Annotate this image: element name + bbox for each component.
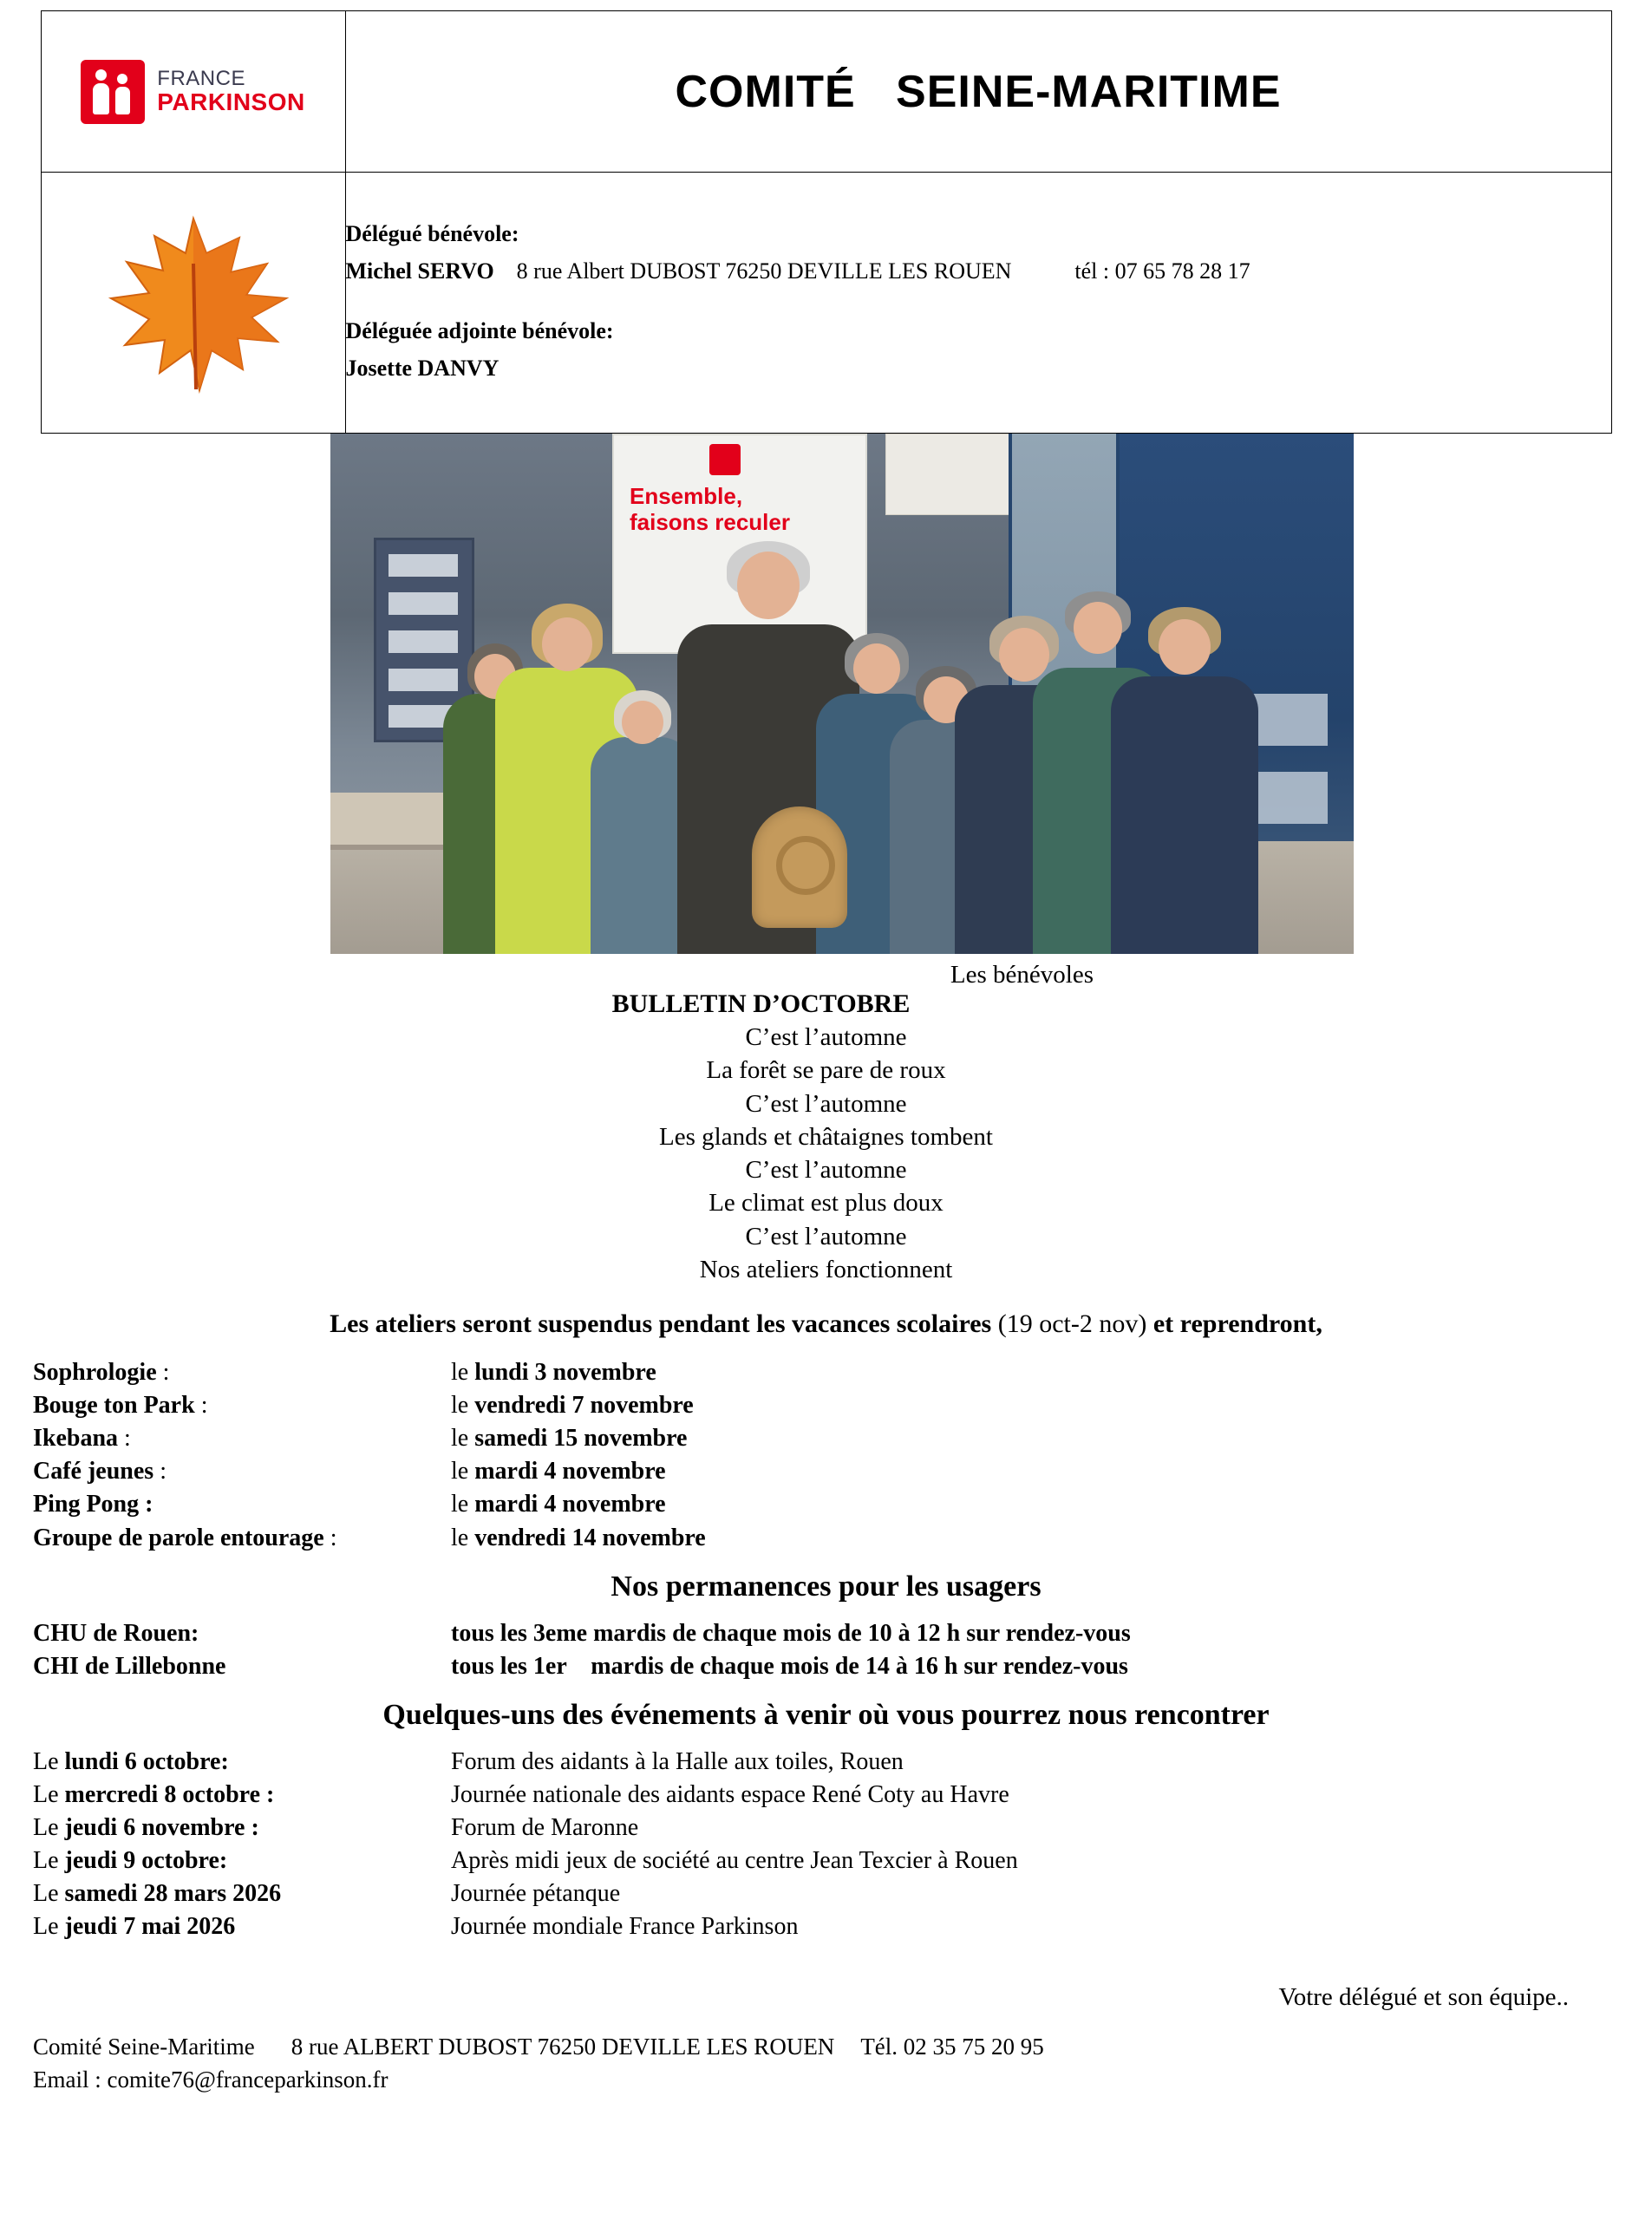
workshop-date: le vendredi 7 novembre [451, 1392, 694, 1420]
workshop-date-text: samedi 15 novembre [474, 1425, 688, 1453]
event-description: Journée nationale des aidants espace René Coty au Havre [451, 1780, 1009, 1808]
permanence-value: tous les 3eme mardis de chaque mois de 10 à 12 h sur rendez-vous [451, 1619, 1131, 1647]
photo-caption: Les bénévoles [950, 961, 1094, 989]
workshop-label: Bouge ton Park : [33, 1392, 208, 1420]
workshops-intro-part3: et reprendront, [1146, 1309, 1322, 1339]
permanences-title: Nos permanences pour les usagers [611, 1570, 1041, 1603]
workshop-row [33, 1488, 1619, 1521]
poem-line: C’est l’automne [745, 1089, 907, 1118]
logo-cell [41, 11, 345, 173]
event-date-text: mercredi 8 octobre : [64, 1780, 275, 1808]
event-date: Le mercredi 8 octobre : [33, 1780, 275, 1808]
event-date: Le jeudi 6 novembre : [33, 1813, 259, 1841]
workshop-row [33, 1422, 1619, 1455]
workshop-row [33, 1389, 1619, 1422]
deputy-name: Josette DANVY [345, 356, 500, 381]
event-row [33, 1812, 1619, 1845]
logo-line-1: FRANCE [157, 67, 245, 91]
event-description: Après midi jeux de société au centre Jean Texcier à Rouen [451, 1846, 1018, 1874]
event-row [33, 1845, 1619, 1877]
event-date: Le jeudi 9 octobre: [33, 1846, 228, 1874]
workshop-label: Groupe de parole entourage : [33, 1524, 337, 1551]
france-parkinson-mark-icon [81, 60, 145, 124]
photo-block [330, 434, 1354, 989]
event-description: Forum des aidants à la Halle aux toiles, Rouen [451, 1747, 904, 1775]
workshops-intro-dates: (19 oct-2 nov) [997, 1309, 1147, 1339]
workshops-intro-part2: es ateliers seront suspendus pendant les vacances scolaires [347, 1309, 998, 1339]
photo-bg-poster: Ensemble, faisons reculer [612, 434, 867, 654]
workshops-intro-part1: L [330, 1309, 348, 1339]
maple-leaf-icon [85, 212, 302, 394]
delegate-name: Michel SERVO [345, 258, 494, 284]
workshop-date: le lundi 3 novembre [451, 1359, 656, 1387]
workshops-intro [33, 1307, 1619, 1341]
workshop-date: le vendredi 14 novembre [451, 1524, 706, 1551]
group-photo-volunteers [330, 434, 1354, 954]
event-date-text: lundi 6 octobre: [64, 1747, 229, 1775]
workshop-date: le samedi 15 novembre [451, 1425, 688, 1453]
workshop-row [33, 1522, 1619, 1555]
footer-address: 8 rue ALBERT DUBOST 76250 DEVILLE LES ROUEN [291, 2034, 835, 2060]
workshop-date-text: vendredi 14 novembre [474, 1524, 706, 1551]
event-date: Le jeudi 7 mai 2026 [33, 1913, 236, 1941]
permanence-value: tous les 1er mardis de chaque mois de 14 à 16 h sur rendez-vous [451, 1652, 1128, 1680]
workshop-date: le mardi 4 novembre [451, 1458, 666, 1485]
event-date: Le samedi 28 mars 2026 [33, 1880, 282, 1908]
france-parkinson-logo [42, 60, 345, 124]
header-table [41, 10, 1612, 434]
photo-trophy [752, 806, 847, 928]
footer-phone: Tél. 02 35 75 20 95 [860, 2034, 1044, 2060]
footer-committee: Comité Seine-Maritime [33, 2034, 255, 2060]
bulletin-poem [33, 1021, 1619, 1286]
workshop-date-text: mardi 4 novembre [474, 1491, 666, 1518]
poem-line: Le climat est plus doux [708, 1189, 944, 1218]
event-date-text: jeudi 6 novembre : [64, 1813, 259, 1841]
delegate-role: Délégué bénévole: [345, 221, 519, 246]
workshop-date-text: mardi 4 novembre [474, 1458, 666, 1485]
event-date-text: samedi 28 mars 2026 [64, 1880, 282, 1908]
logo-line-2: PARKINSON [157, 88, 305, 116]
workshop-label: Sophrologie : [33, 1359, 170, 1387]
event-row [33, 1779, 1619, 1812]
workshop-label: Ping Pong : [33, 1491, 153, 1518]
workshop-date-text: vendredi 7 novembre [474, 1392, 694, 1420]
event-row [33, 1877, 1619, 1910]
page-title: COMITÉ SEINE-MARITIME [675, 66, 1282, 117]
workshop-row [33, 1356, 1619, 1389]
leaf-cell [41, 173, 345, 434]
poem-line: C’est l’automne [745, 1156, 907, 1185]
workshop-date-text: lundi 3 novembre [474, 1359, 656, 1387]
event-date-text: jeudi 9 octobre: [64, 1846, 228, 1874]
delegate-line [346, 254, 1611, 288]
event-description: Journée mondiale France Parkinson [451, 1913, 799, 1941]
workshop-date: le mardi 4 novembre [451, 1491, 666, 1518]
event-row [33, 1746, 1619, 1779]
event-description: Journée pétanque [451, 1880, 621, 1908]
workshop-label: Ikebana : [33, 1425, 131, 1453]
events-title: Quelques-uns des événements à venir où vous pourrez nous rencontrer [382, 1698, 1270, 1731]
poem-line: La forêt se pare de roux [706, 1056, 946, 1085]
poem-line: C’est l’automne [745, 1023, 907, 1051]
footer [33, 2031, 1619, 2097]
permanence-row [33, 1617, 1619, 1650]
deputy-role: Déléguée adjointe bénévole: [345, 318, 614, 343]
workshop-row [33, 1455, 1619, 1488]
permanence-label: CHI de Lillebonne [33, 1652, 226, 1680]
poem-line: Les glands et châtaignes tombent [659, 1122, 993, 1151]
permanence-row [33, 1650, 1619, 1683]
workshops-list [33, 1356, 1619, 1554]
event-description: Forum de Maronne [451, 1813, 639, 1841]
title-cell [345, 11, 1611, 173]
footer-email[interactable]: Email : comite76@franceparkinson.fr [33, 2067, 389, 2093]
delegate-info [345, 173, 1611, 434]
delegate-address: 8 rue Albert DUBOST 76250 DEVILLE LES ROUEN [516, 258, 1012, 284]
event-date: Le lundi 6 octobre: [33, 1747, 229, 1775]
delegate-phone: tél : 07 65 78 28 17 [1074, 258, 1250, 284]
events-list [33, 1746, 1619, 1943]
permanence-label: CHU de Rouen: [33, 1619, 199, 1647]
poem-line: C’est l’automne [745, 1222, 907, 1250]
event-date-text: jeudi 7 mai 2026 [64, 1913, 236, 1941]
event-row [33, 1910, 1619, 1943]
workshop-label: Café jeunes : [33, 1458, 167, 1485]
signature-line: Votre délégué et son équipe.. [1278, 1983, 1569, 2012]
bulletin-title: BULLETIN D’OCTOBRE [611, 989, 911, 1018]
permanences-list [33, 1617, 1619, 1683]
poem-line: Nos ateliers fonctionnent [699, 1255, 953, 1283]
